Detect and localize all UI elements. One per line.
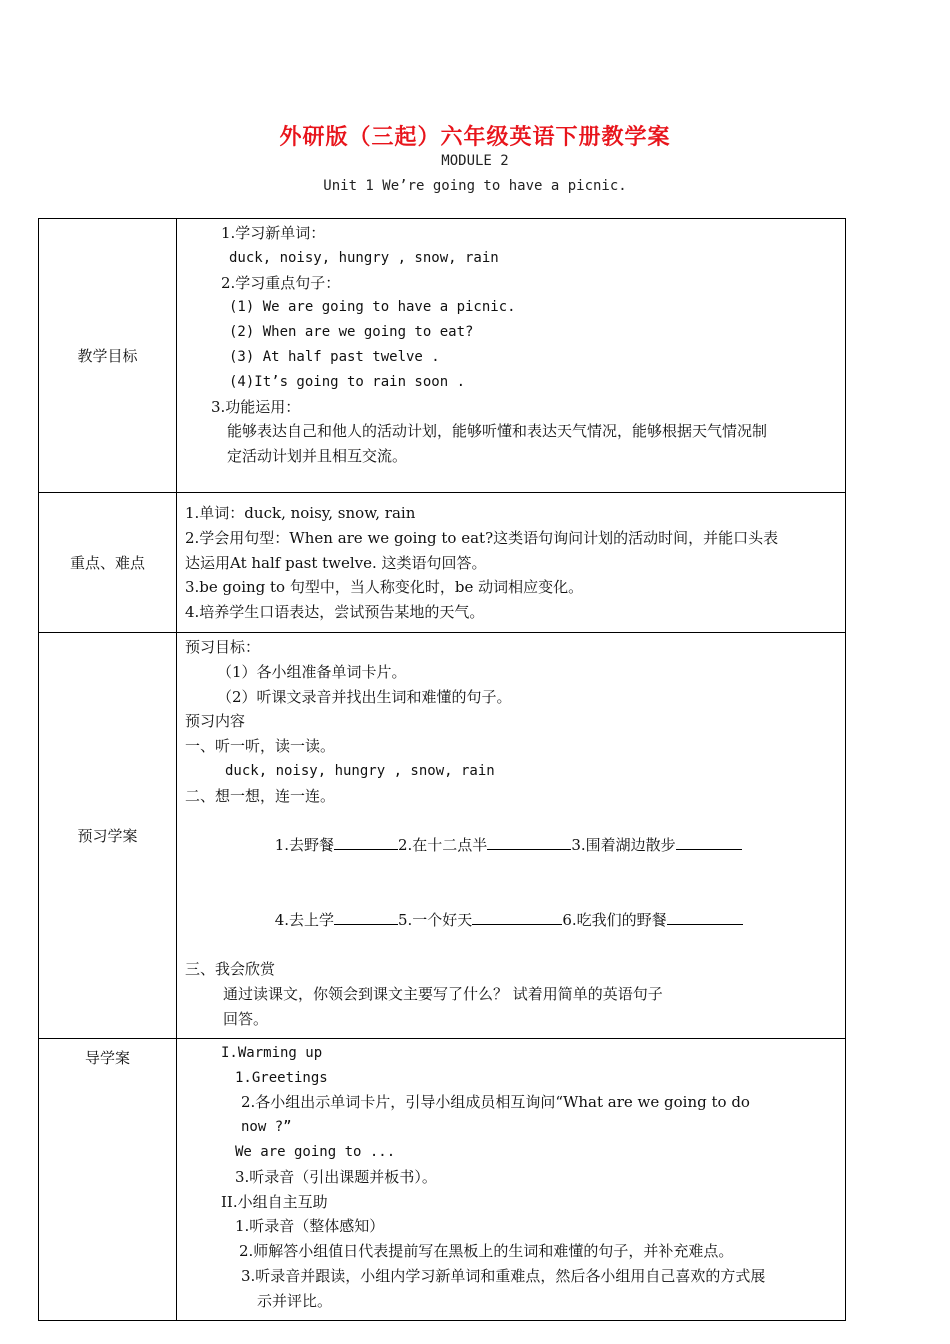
guide-line: now ?” xyxy=(241,1119,292,1136)
objectives-line: 3.功能运用： xyxy=(211,397,301,416)
objectives-label: 教学目标 xyxy=(39,219,177,493)
matching-item: 6.吃我们的野餐 xyxy=(562,910,667,929)
key-point-line: 达运用At half past twelve. 这类语句回答。 xyxy=(185,553,487,572)
preview-line: 三、我会欣赏 xyxy=(185,960,276,979)
matching-row xyxy=(185,809,837,883)
guide-line: 3.听录音并跟读，小组内学习新单词和重难点，然后各小组用自己喜欢的方式展 xyxy=(241,1266,766,1285)
preview-line: 一、听一听，读一读。 xyxy=(185,737,336,756)
objectives-line: (4)It’s going to rain soon . xyxy=(229,373,466,390)
objectives-content xyxy=(177,219,846,493)
guide-line: 2.各小组出示单词卡片，引导小组成员相互询问“What are we going to do xyxy=(241,1093,750,1112)
objectives-line: duck, noisy, hungry , snow, rain xyxy=(229,249,499,266)
answer-blank[interactable] xyxy=(667,910,743,925)
objectives-line: (3) At half past twelve . xyxy=(229,348,440,365)
objectives-line: 2.学习重点句子： xyxy=(221,273,341,292)
key-point-line: 4.培养学生口语表达，尝试预告某地的天气。 xyxy=(185,603,485,622)
answer-blank[interactable] xyxy=(334,835,398,850)
module-heading: MODULE 2 xyxy=(441,153,509,169)
guide-content xyxy=(177,1038,846,1320)
objectives-line: 能够表达自己和他人的活动计划，能够听懂和表达天气情况，能够根据天气情况制 xyxy=(227,422,768,441)
key-point-line: 2.学会用句型：When are we going to eat?这类语句询问计划的活动时间，并能口头表 xyxy=(185,528,779,547)
guide-line: 示并评比。 xyxy=(257,1291,333,1310)
guide-line: 1.听录音（整体感知） xyxy=(235,1217,385,1236)
preview-label: 预习学案 xyxy=(39,633,177,1039)
answer-blank[interactable] xyxy=(472,910,562,925)
lesson-plan-table xyxy=(38,218,846,1321)
guide-line: 1.Greetings xyxy=(235,1069,328,1086)
unit-heading: Unit 1 We’re going to have a picnic. xyxy=(323,178,627,194)
matching-item: 3.围着湖边散步 xyxy=(571,836,676,855)
objectives-row xyxy=(39,219,846,493)
key-point-line: 3.be going to 句型中，当人称变化时，be 动词相应变化。 xyxy=(185,578,584,597)
key-points-label: 重点、难点 xyxy=(39,493,177,633)
objectives-line: (1) We are going to have a picnic. xyxy=(229,299,516,316)
matching-row xyxy=(185,883,837,957)
guide-line: I.Warming up xyxy=(221,1044,323,1061)
preview-line: （2）听课文录音并找出生词和难懂的句子。 xyxy=(217,687,512,706)
preview-line: （1）各小组准备单词卡片。 xyxy=(217,662,407,681)
matching-item: 5.一个好天 xyxy=(398,910,473,929)
preview-line: 通过读课文，你领会到课文主要写了什么？ 试着用简单的英语句子 xyxy=(223,985,663,1004)
objectives-line: 定活动计划并且相互交流。 xyxy=(227,447,408,466)
guide-line: 3.听录音（引出课题并板书）。 xyxy=(235,1167,437,1186)
answer-blank[interactable] xyxy=(487,835,571,850)
matching-item: 1.去野餐 xyxy=(274,836,334,855)
answer-blank[interactable] xyxy=(676,835,742,850)
guide-line: 2.师解答小组值日代表提前写在黑板上的生词和难懂的句子，并补充难点。 xyxy=(239,1242,734,1261)
matching-item: 2.在十二点半 xyxy=(398,836,488,855)
preview-line: duck, noisy, hungry , snow, rain xyxy=(225,762,495,779)
key-points-content xyxy=(177,493,846,633)
preview-row xyxy=(39,633,846,1039)
preview-line: 回答。 xyxy=(223,1009,269,1028)
document-title: 外研版（三起）六年级英语下册教学案 xyxy=(279,124,671,150)
answer-blank[interactable] xyxy=(334,910,398,925)
key-point-line: 1.单词：duck, noisy, snow, rain xyxy=(185,504,416,522)
objectives-line: 1.学习新单词： xyxy=(221,224,326,242)
guide-row xyxy=(39,1038,846,1320)
preview-line: 二、想一想，连一连。 xyxy=(185,786,336,805)
guide-line: II.小组自主互助 xyxy=(221,1192,328,1211)
matching-item: 4.去上学 xyxy=(274,910,334,929)
key-points-row xyxy=(39,493,846,633)
guide-line: We are going to ... xyxy=(235,1143,396,1160)
preview-line: 预习内容 xyxy=(185,712,246,731)
guide-label: 导学案 xyxy=(39,1038,177,1320)
objectives-line: (2) When are we going to eat? xyxy=(229,324,474,341)
preview-content xyxy=(177,633,846,1039)
preview-line: 预习目标： xyxy=(185,638,261,656)
